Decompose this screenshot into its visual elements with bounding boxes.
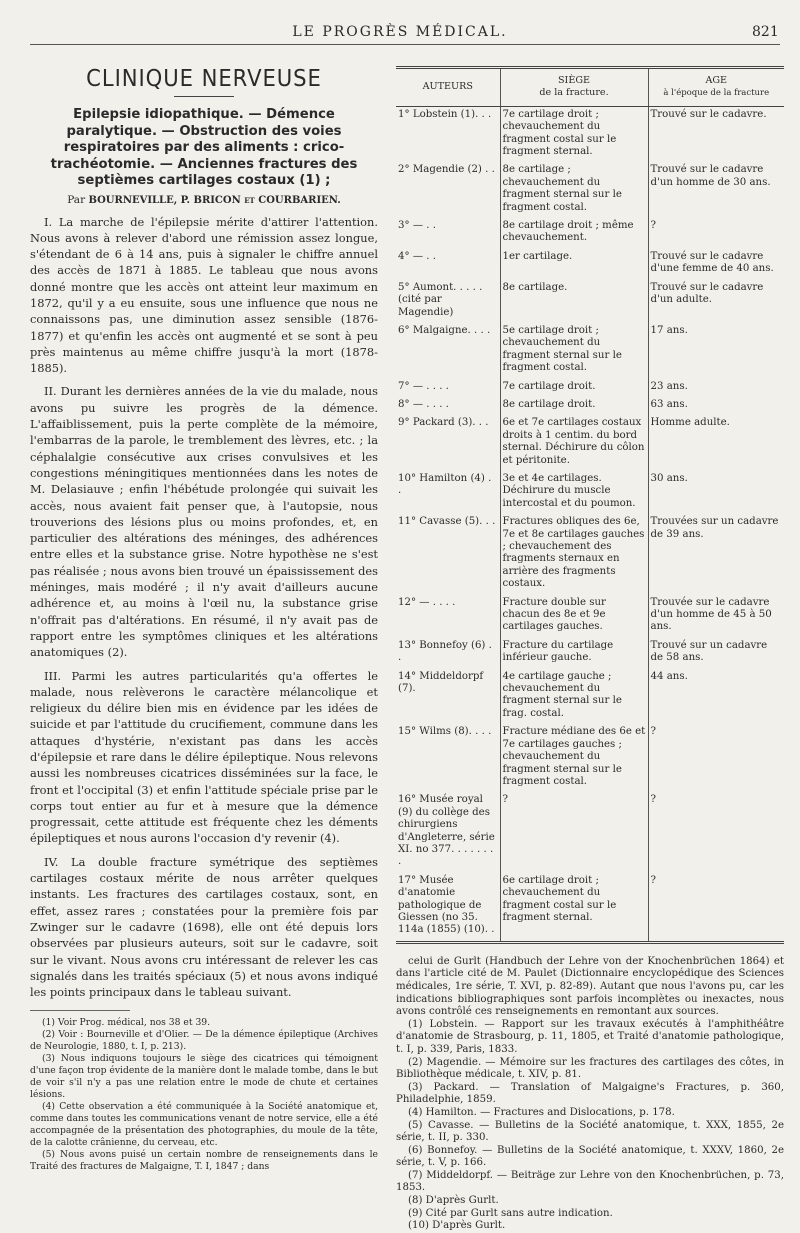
cell-age: Trouvé sur le cadavre.	[648, 106, 784, 162]
table-row	[396, 724, 784, 792]
header-authors: AUTEURS	[396, 68, 500, 107]
cell-age: ?	[648, 724, 784, 792]
right-note: (6) Bonnefoy. — Bulletins de la Société anatomique, t. XXXV, 1860, 2e série, t. V, p. 166.	[396, 1144, 784, 1169]
left-column	[30, 56, 378, 1173]
cell-site: 7e cartilage droit ; chevauchement du fragment costal sur le fragment sternal.	[500, 106, 648, 162]
cell-author: 16° Musée royal (9) du collège des chirurgiens d'Angleterre, série XI. no 377. . . . . . . .	[398, 794, 495, 868]
table-row	[396, 669, 784, 725]
cell-age: 23 ans.	[648, 379, 784, 397]
right-note: (7) Middeldorpf. — Beiträge zur Lehre von den Knochenbrüchen, p. 73, 1853.	[396, 1169, 784, 1194]
right-note: (9) Cité par Gurlt sans autre indication.	[408, 1207, 613, 1219]
cell-site: 8e cartilage droit ; même chevauchement.	[500, 218, 648, 249]
paragraph-2: II. Durant les dernières années de la vie du malade, nous avons pu suivre les progrès de la démence. L'affaiblissement, puis la perte complète de la mémoire, l'embarras de la parole, le tremblement des lèvres, etc. ; la céphalalgie consécutive aux crises convulsives et les congestions méningitiques mentionnées dans les notes de M. Delasiauve ; enfin l'hébétude prolongée qui suivait les accès, nous avaient fait penser que, à l'autopsie, nous trouverions des lésions plus ou moins profondes, et, en particulier des altérations des méninges, des adhérences entre elles et la substance grise. Notre hypothèse ne s'est pas réalisée ; nous avons bien trouvé un épaississement des méninges, mais modéré ; il n'y avait d'ailleurs aucune adhérence et, au moins à l'œil nu, la substance grise n'offrait pas d'altérations. En résumé, il n'y avait pas de rapport entre les symptômes cliniques et les altérations anatomiques (2).	[30, 384, 378, 660]
cell-age: 30 ans.	[648, 471, 784, 514]
footnote-5: (5) Nous avons puisé un certain nombre de renseignements dans le Traité des fractures de Malgaigne, T. I, 1847 ; dans	[30, 1149, 378, 1173]
header-site	[500, 68, 648, 107]
cell-site: 6e et 7e cartilages costaux droits à 1 centim. du bord sternal. Déchirure du côlon et péritonite.	[500, 415, 648, 471]
cell-site: 8e cartilage ; chevauchement du fragment sternal sur le fragment costal.	[500, 162, 648, 218]
right-note: (8) D'après Gurlt.	[408, 1195, 499, 1207]
cell-site: Fracture double sur chacun des 8e et 9e cartilages gauches.	[500, 595, 648, 638]
cell-site: Fracture du cartilage inférieur gauche.	[500, 638, 648, 669]
right-note: celui de Gurlt (Handbuch der Lehre von der Knochenbrüchen 1864) et dans l'article cité de M. Paulet (Dictionnaire encyclopédique des Sciences médicales, 1re série, T. XVI, p. 82-89). Autant que nous l'avons pu, car les indications bibliographiques sont parfois incomplètes ou inexactes, nous avons contrôlé ces renseignements en remontant aux sources.	[396, 955, 784, 1018]
cell-age: ?	[648, 792, 784, 872]
page-number: 821	[752, 24, 779, 40]
cell-author: 7° — . . . .	[398, 380, 449, 392]
article-heading: Epilepsie idiopathique. — Démence paralytique. — Obstruction des voies respiratoires par des aliments : crico-trachéotomie. — Anciennes fractures des septièmes cartilages costaux (1) ;	[50, 107, 358, 188]
cell-author: 15° Wilms (8). . . .	[398, 726, 492, 738]
table-row	[396, 106, 784, 162]
header-site-top: SIÈGE	[557, 75, 591, 86]
cell-age: Trouvée sur le cadavre d'un homme de 45 à 50 ans.	[648, 595, 784, 638]
footnote-1: (1) Voir Prog. médical, nos 38 et 39.	[42, 1017, 211, 1029]
right-note: (4) Hamilton. — Fractures and Dislocations, p. 178.	[408, 1106, 675, 1118]
cell-age: Trouvé sur un cadavre de 58 ans.	[648, 638, 784, 669]
cell-age: ?	[648, 218, 784, 249]
cell-age: Trouvé sur le cadavre d'une femme de 40 ans.	[648, 249, 784, 280]
table-header-row	[396, 68, 784, 107]
paragraph-3: III. Parmi les autres particularités qu'a offertes le malade, nous relèverons le caractère mélancolique et religieux du délire bien mis en évidence par les idées de suicide et par l'attitude du crucifiement, commune dans les attaques d'hystérie, n'existant pas dans les accès d'épilepsie et rare dans le délire épileptique. Nous relevons aussi les nombreuses cicatrices disséminées sur la face, le front et l'occipital (3) et enfin l'attitude spéciale prise par le corps tout entier au fur et à mesure que la démence progressait, cette attitude est fréquente chez les déments épileptiques et nous aurons l'occasion d'y revenir (4).	[30, 668, 378, 846]
cell-age: 17 ans.	[648, 323, 784, 379]
table-row	[396, 397, 784, 415]
cell-author: 9° Packard (3). . .	[398, 417, 489, 429]
footnote-2: (2) Voir : Bourneville et d'Olier. — De la démence épileptique (Archives de Neurologie, 1880, t. I, p. 213).	[30, 1029, 378, 1053]
table-row	[396, 323, 784, 379]
footnote-rule	[30, 1010, 130, 1011]
table-row	[396, 638, 784, 669]
paragraph-1: I. La marche de l'épilepsie mérite d'attirer l'attention. Nous avons à relever d'abord une rémission assez longue, s'étendant de 6 à 14 ans, puis à signaler le chiffre annuel des accès de 1871 à 1885. Le tableau que nous avons donné montre que les accès ont atteint leur maximum en 1872, qu'il y a eu ensuite, sous une influence que nous ne connaissons pas, une diminution assez sensible (1876-1877) et qu'enfin les accès ont augmenté et se sont à peu près maintenus au même chiffre jusqu'à la mort (1878-1885).	[30, 214, 378, 376]
table-row	[396, 379, 784, 397]
table-row	[396, 792, 784, 872]
cell-author: 12° — . . . .	[398, 596, 456, 608]
header-age-bottom: à l'époque de la fracture	[663, 88, 770, 99]
cell-age: 44 ans.	[648, 669, 784, 725]
cell-site: 4e cartilage gauche ; chevauchement du fragment sternal sur le frag. costal.	[500, 669, 648, 725]
table-body	[396, 106, 784, 942]
title-rule	[174, 96, 234, 97]
authors-prefix: Par	[67, 193, 86, 206]
footnote-4: (4) Cette observation a été communiquée à la Société anatomique et, comme dans toutes les communications venant de notre service, elle a été accompagnée de la présentation des photographies, du moule de la tête, de la calotte crânienne, du cerveau, etc.	[30, 1101, 378, 1149]
cell-age: Trouvé sur le cadavre d'un homme de 30 ans.	[648, 162, 784, 218]
cell-site: ?	[500, 792, 648, 872]
cell-author: 5° Aumont. . . . . (cité par Magendie)	[398, 281, 483, 318]
paragraph-4: IV. La double fracture symétrique des septièmes cartilages costaux mérite de nous arrêter quelques instants. Les fractures des cartilages costaux, sont, en effet, assez rares ; constatées pour la première fois par Zwinger sur le cadavre (1698), elle ont été depuis lors observées par plusieurs auteurs, soit sur le cadavre, soit sur le vivant. Nous avons cru intéressant de relever les cas signalés dans les traités spéciaux (5) et nous avons indiqué les points principaux dans le tableau suivant.	[30, 854, 378, 1000]
cell-site: 8e cartilage droit.	[500, 397, 648, 415]
cell-author: 8° — . . . .	[398, 398, 449, 410]
cell-author: 13° Bonnefoy (6) . .	[398, 639, 492, 664]
cell-author: 4° — . .	[398, 250, 436, 262]
cell-author: 14° Middeldorpf (7).	[398, 670, 484, 695]
right-note: (1) Lobstein. — Rapport sur les travaux exécutés à l'amphithéâtre d'anatomie de Strasbourg, p. 11, 1805, et Traité d'anatomie pathologique, t. I, p. 339, Paris, 1833.	[396, 1018, 784, 1055]
footnote-3: (3) Nous indiquons toujours le siège des cicatrices qui témoignent d'une façon trop évidente de la manière dont le malade tombe, dans le but de voir s'il n'y a pas une relation entre le mode de chute et certaines lésions.	[30, 1053, 378, 1101]
article-authors	[30, 194, 378, 206]
header-rule	[30, 44, 780, 45]
cell-site: 7e cartilage droit.	[500, 379, 648, 397]
table-row	[396, 471, 784, 514]
header-site-bottom: de la fracture.	[539, 87, 609, 99]
table-row	[396, 873, 784, 943]
header-age-top: AGE	[705, 75, 728, 86]
table-row	[396, 514, 784, 594]
right-column	[396, 66, 784, 1233]
cell-author: 11° Cavasse (5). . .	[398, 516, 496, 528]
table-row	[396, 162, 784, 218]
right-note: (10) D'après Gurlt.	[408, 1220, 506, 1232]
right-note: (3) Packard. — Translation of Malgaigne's Fractures, p. 360, Philadelphie, 1859.	[396, 1081, 784, 1106]
cell-age: Trouvé sur le cadavre d'un adulte.	[648, 280, 784, 323]
right-note: (2) Magendie. — Mémoire sur les fractures des cartilages des côtes, in Bibliothèque médicale, t. XIV, p. 81.	[396, 1056, 784, 1081]
running-header: LE PROGRÈS MÉDICAL.	[292, 24, 508, 40]
cell-site: 1er cartilage.	[500, 249, 648, 280]
cell-author: 6° Malgaigne. . . .	[398, 324, 491, 336]
section-title: CLINIQUE NERVEUSE	[86, 66, 322, 92]
cell-age: Trouvées sur un cadavre de 39 ans.	[648, 514, 784, 594]
cell-author: 2° Magendie (2) . .	[398, 164, 495, 176]
table-row	[396, 595, 784, 638]
cell-age: ?	[648, 873, 784, 943]
cell-author: 10° Hamilton (4) . .	[398, 472, 492, 497]
table-row	[396, 415, 784, 471]
cell-site: Fracture médiane des 6e et 7e cartilages gauches ; chevauchement du fragment sternal sur le fragment costal.	[500, 724, 648, 792]
authors-names: BOURNEVILLE, P. BRICON et COURBARIEN.	[88, 194, 341, 206]
table-row	[396, 249, 784, 280]
cell-age: Homme adulte.	[648, 415, 784, 471]
cell-site: 8e cartilage.	[500, 280, 648, 323]
cell-site: 3e et 4e cartilages. Déchirure du muscle intercostal et du poumon.	[500, 471, 648, 514]
cell-site: 5e cartilage droit ; chevauchement du fragment sternal sur le fragment costal.	[500, 323, 648, 379]
cell-author: 1° Lobstein (1). . .	[398, 108, 492, 120]
header-age	[648, 68, 784, 107]
table-row	[396, 218, 784, 249]
cell-author: 17° Musée d'anatomie pathologique de Giessen (no 35. 114a (1855) (10). .	[396, 873, 500, 943]
cell-site: 6e cartilage droit ; chevauchement du fragment costal sur le fragment sternal.	[500, 873, 648, 943]
right-note: (5) Cavasse. — Bulletins de la Société anatomique, t. XXX, 1855, 2e série, t. II, p. 330.	[396, 1119, 784, 1144]
cell-site: Fractures obliques des 6e, 7e et 8e cartilages gauches ; chevauchement des fragments sternaux en arrière des fragments costaux.	[500, 514, 648, 594]
cell-author: 3° — . .	[398, 220, 436, 232]
table-row	[396, 280, 784, 323]
cell-age: 63 ans.	[648, 397, 784, 415]
right-notes	[396, 956, 784, 1233]
fractures-table	[396, 66, 784, 944]
